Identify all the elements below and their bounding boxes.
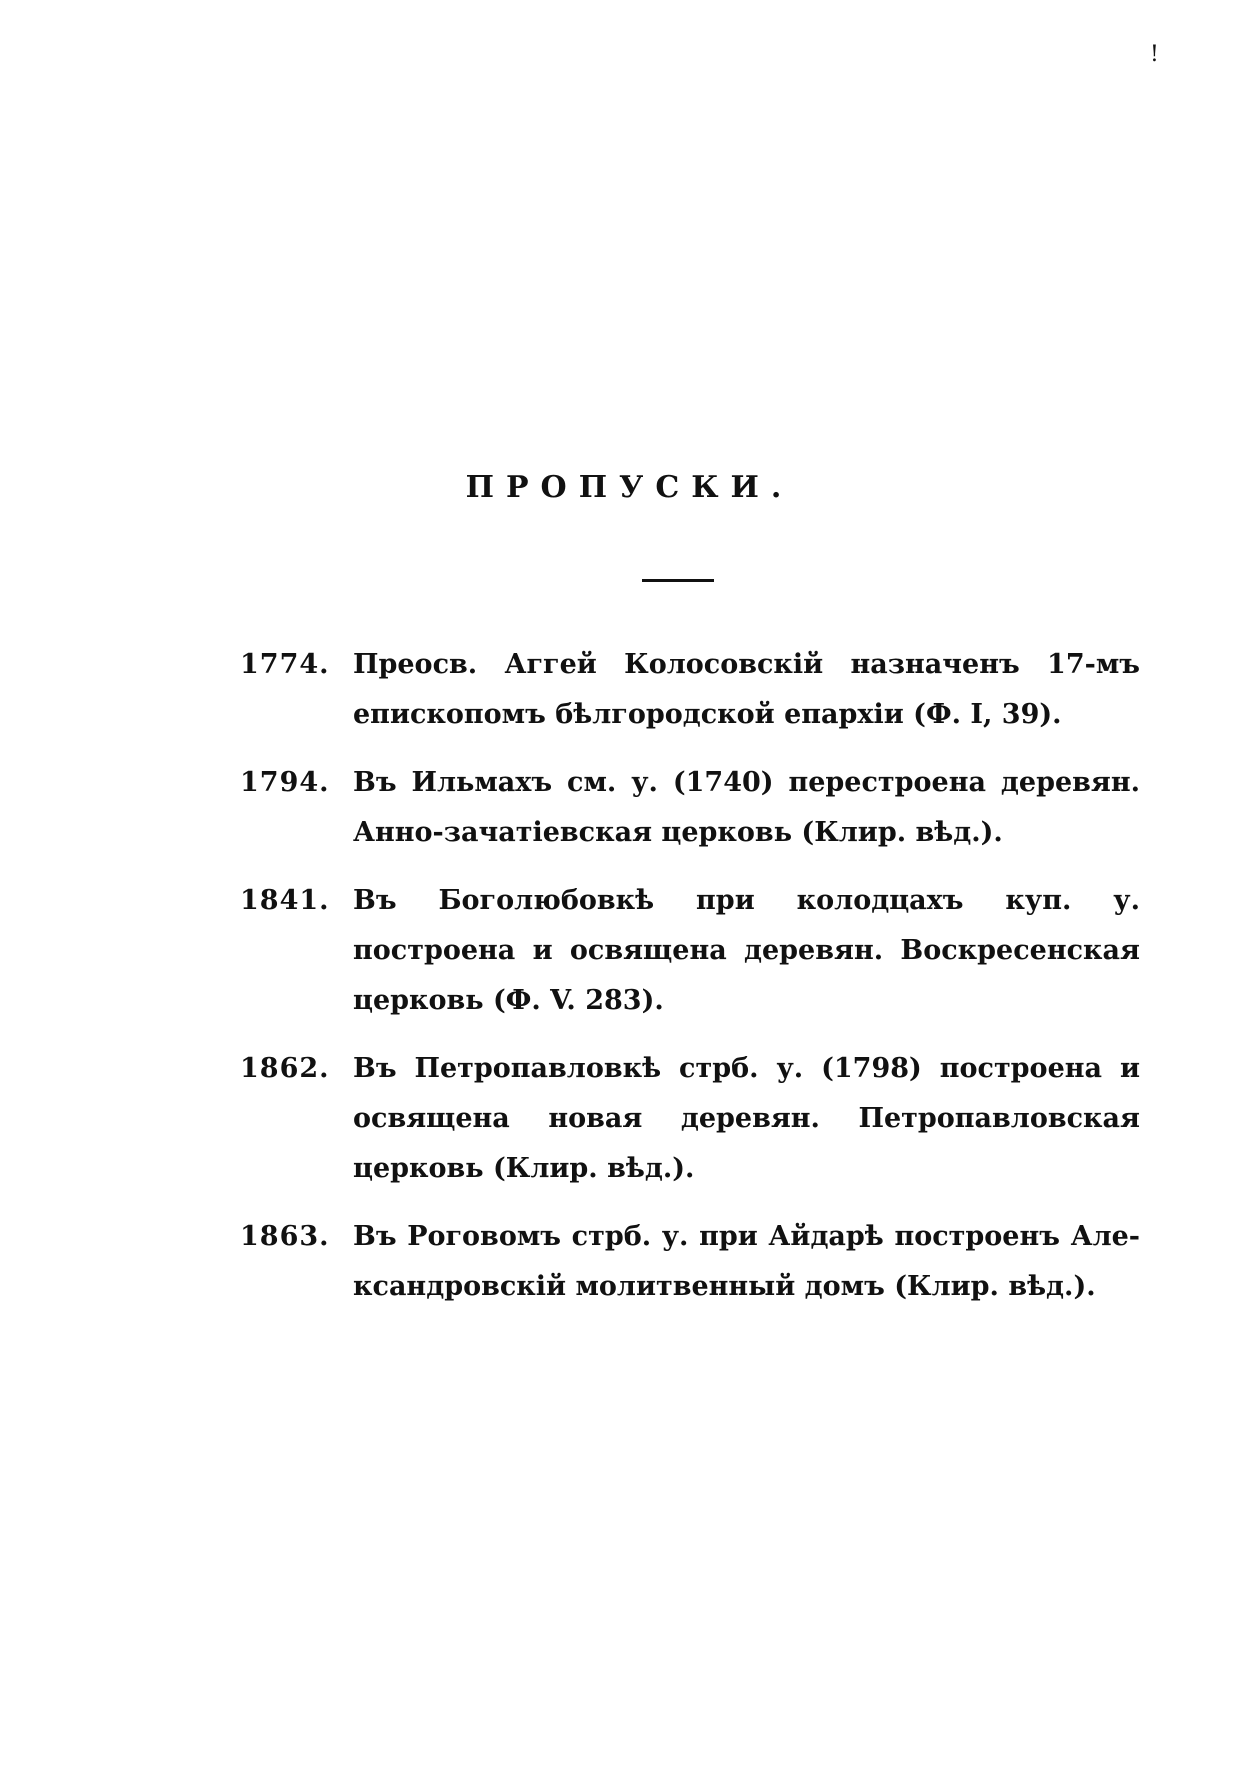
entry-year: 1774. <box>240 649 330 680</box>
list-item <box>240 1044 1140 1194</box>
entry-text: Въ Петропавловкѣ стрб. у. (1798) построена и освящена новая деревян. Петропавловская церковь (Клир. вѣд.). <box>353 1053 1140 1184</box>
list-item <box>240 640 1140 740</box>
page-mark: ! <box>1150 42 1159 67</box>
entry-text: Въ Боголюбовкѣ при колодцахъ куп. у. построена и освящена деревян. Воскресенская церковь (Ф. V. 283). <box>353 885 1140 1016</box>
entry-text: Въ Роговомъ стрб. у. при Айдарѣ построенъ Але-ксандровскій молитвенный домъ (Клир. вѣд.). <box>353 1221 1140 1302</box>
page-title: ПРОПУСКИ. <box>465 470 794 505</box>
entries-list <box>240 640 1140 1330</box>
entry-year: 1863. <box>240 1221 330 1252</box>
entry-text: Въ Ильмахъ см. у. (1740) перестроена деревян. Анно-зачатіевская церковь (Клир. вѣд.). <box>353 767 1140 848</box>
list-item <box>240 758 1140 858</box>
heading-rule <box>642 579 714 582</box>
entry-year: 1841. <box>240 885 330 916</box>
entry-text: Преосв. Аггей Колосовскій назначенъ 17-мъ епископомъ бѣлгородской епархіи (Ф. I, 39). <box>353 649 1140 730</box>
list-item <box>240 876 1140 1026</box>
list-item <box>240 1212 1140 1312</box>
entry-year: 1794. <box>240 767 330 798</box>
entry-year: 1862. <box>240 1053 330 1084</box>
